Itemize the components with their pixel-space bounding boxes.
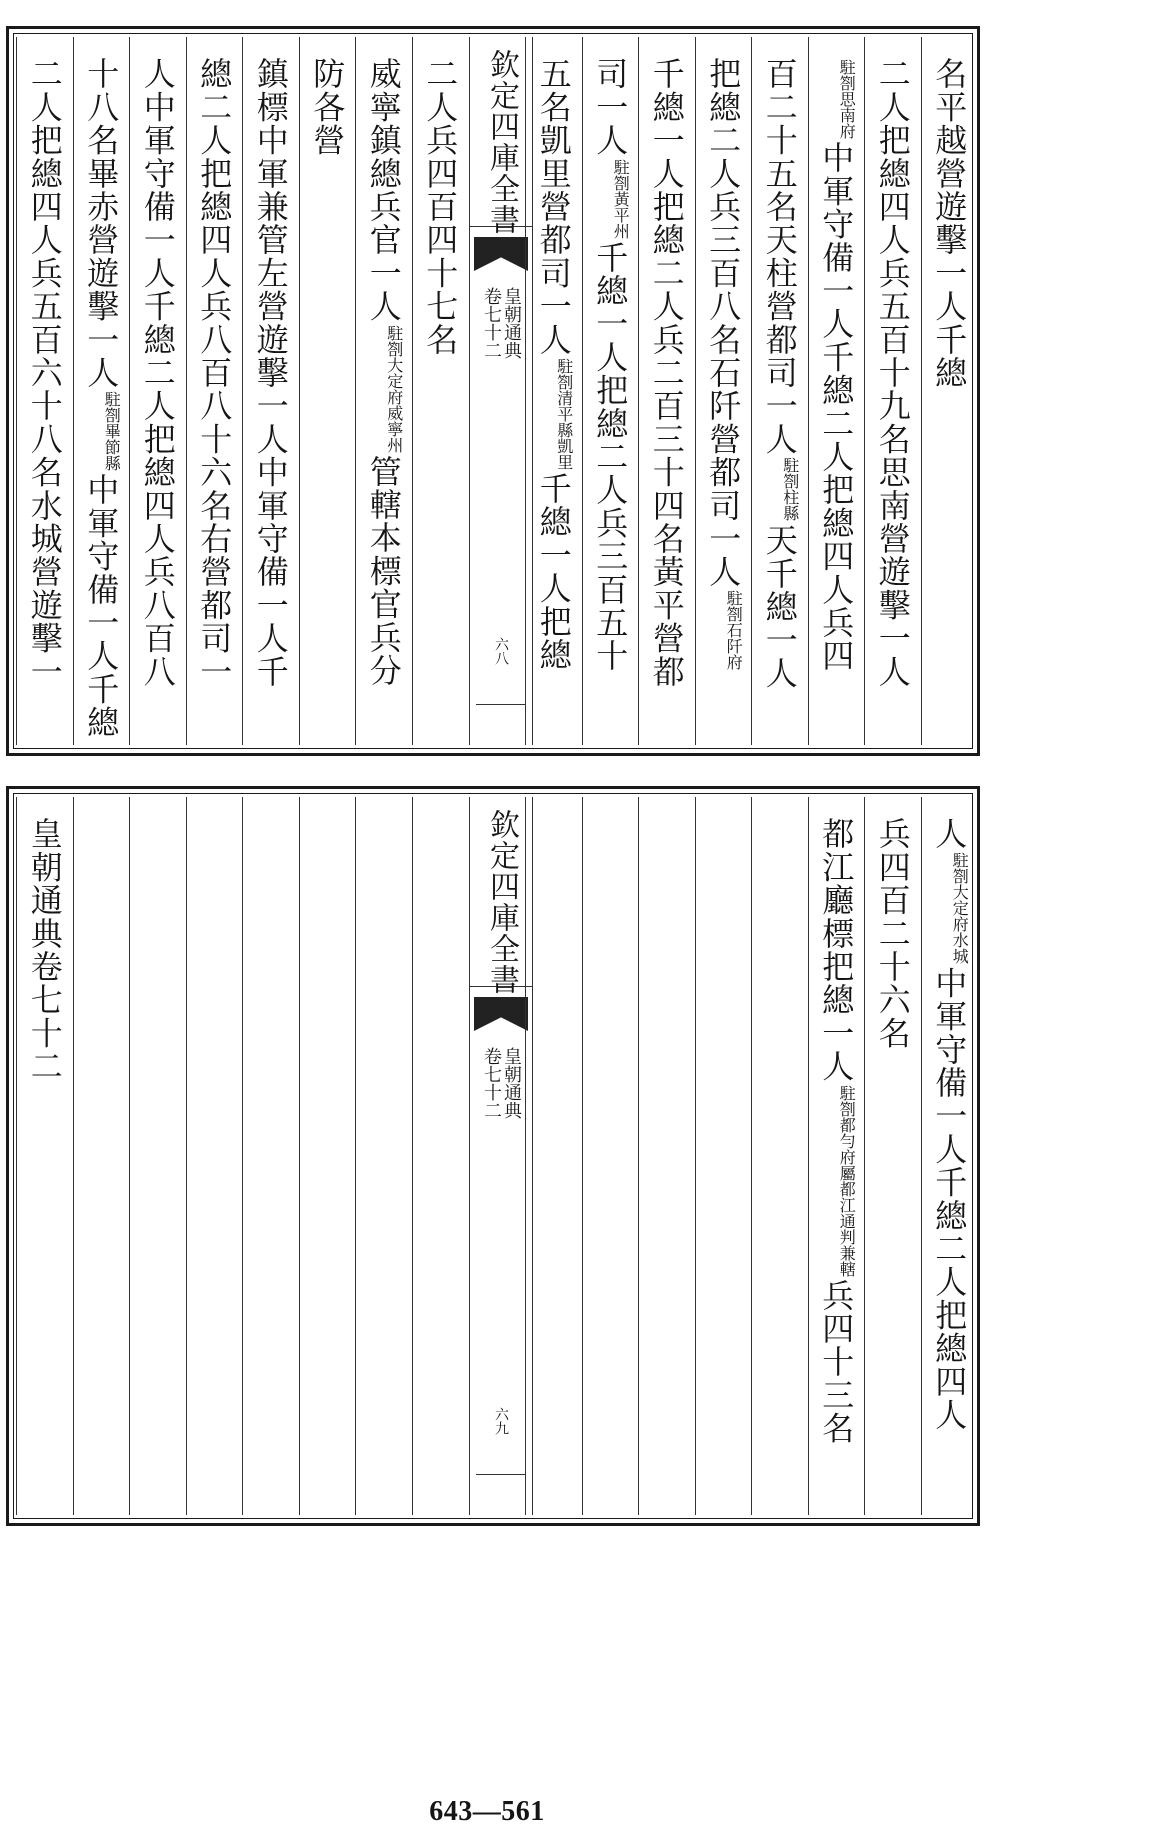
column-text	[816, 57, 856, 672]
main-text: 中軍守備一人千總二人把總四人兵四	[817, 141, 856, 673]
note-line: 縣凱里	[554, 421, 574, 470]
note-line: 府水城	[950, 916, 970, 965]
column-text	[534, 57, 574, 671]
note-line: 駐劄畢	[102, 391, 122, 439]
note-line: 府威寧州	[384, 388, 404, 453]
column-text	[364, 57, 404, 687]
main-text: 防各營	[308, 57, 347, 157]
fish-tail-mark	[474, 997, 528, 1031]
text-column	[638, 797, 695, 1515]
note-line: 駐劄	[780, 457, 800, 490]
column-text	[760, 57, 800, 689]
main-text: 皇朝通典卷七十二	[25, 817, 64, 1083]
text-column	[808, 37, 865, 745]
text-column	[695, 37, 752, 745]
main-text: 千總一人把總二人兵三百五十	[591, 240, 630, 673]
note-line: 阡府	[724, 638, 744, 671]
text-column	[242, 37, 299, 745]
note-line: 駐劄都勻府屬	[837, 1084, 857, 1181]
text-column	[864, 37, 921, 745]
main-text: 兵四十三名	[817, 1278, 856, 1445]
text-column	[864, 797, 921, 1515]
text-column	[412, 37, 469, 745]
text-column	[73, 37, 130, 745]
text-column	[16, 37, 73, 745]
note-line: 駐劄大定	[950, 852, 970, 917]
text-column	[582, 37, 639, 745]
margin-book-name: 皇朝通典	[501, 1047, 522, 1119]
text-column	[299, 797, 356, 1515]
center-margin-column	[469, 37, 533, 745]
text-column	[921, 37, 978, 745]
interlinear-note	[555, 358, 574, 470]
column-text	[647, 57, 687, 688]
main-text: 二人把總四人兵五百十九名思南營遊擊一人	[873, 57, 912, 688]
note-line: 柱縣	[780, 489, 800, 522]
main-text: 二人把總四人兵五百六十八名水城營遊擊一	[25, 57, 64, 688]
interlinear-note	[950, 852, 969, 964]
column-text	[590, 57, 630, 672]
main-text: 兵四百二十六名	[873, 817, 912, 1050]
text-column	[242, 797, 299, 1515]
text-column	[186, 37, 243, 745]
column-text	[25, 817, 65, 1083]
main-text: 威寧鎮總兵官一人	[364, 57, 403, 323]
main-text: 管轄本標官兵分	[364, 454, 403, 688]
note-line: 駐劄石	[724, 590, 744, 639]
library-title: 欽定四庫全書	[484, 809, 519, 995]
text-column	[299, 37, 356, 745]
main-text: 十八名畢赤營遊擊一人	[82, 57, 121, 389]
note-line: 駐劄大定	[384, 324, 404, 389]
folio-rule	[476, 1474, 526, 1475]
text-column	[355, 797, 412, 1515]
column-text	[873, 57, 913, 688]
library-title-box	[470, 41, 532, 235]
main-text: 人中軍守備一人千總二人把總四人兵八百八	[138, 57, 177, 688]
note-line: 南府	[837, 107, 857, 139]
interlinear-note	[781, 457, 800, 521]
folio-number: 六九	[493, 1407, 509, 1435]
main-text: 總二人把總四人兵八百八十六名右營都司一	[195, 57, 234, 688]
text-column	[129, 797, 186, 1515]
column-text	[703, 57, 743, 672]
column-text	[25, 57, 65, 688]
text-column	[412, 797, 469, 1515]
note-line: 都江通判兼轄	[837, 1180, 857, 1277]
main-text: 人	[930, 817, 969, 851]
column-text	[307, 57, 347, 157]
text-column	[129, 37, 186, 745]
margin-book-name: 皇朝通典	[501, 287, 522, 359]
note-line: 平州	[611, 206, 631, 239]
text-column	[525, 797, 582, 1515]
column-text	[81, 57, 121, 739]
main-text: 百二十五名天柱營都司一人	[760, 57, 799, 456]
interlinear-note	[724, 590, 743, 670]
main-text: 鎮標中軍兼管左營遊擊一人中軍守備一人千	[251, 57, 290, 688]
column-text	[929, 57, 969, 389]
note-line: 節縣	[102, 439, 122, 471]
text-column	[525, 37, 582, 745]
folio-number: 六八	[493, 637, 509, 665]
center-margin-column	[469, 797, 533, 1515]
main-text: 把總二人兵三百八名石阡營都司一人	[704, 57, 743, 589]
page-number: 643—561	[429, 1796, 545, 1827]
column-text	[194, 57, 234, 688]
text-column	[186, 797, 243, 1515]
interlinear-note	[102, 391, 121, 471]
margin-book-title	[481, 1047, 521, 1119]
note-line: 駐劄清平	[554, 357, 574, 422]
text-column	[695, 797, 752, 1515]
column-text	[420, 57, 460, 356]
text-column	[751, 797, 808, 1515]
main-text: 五名凱里營都司一人	[534, 57, 573, 356]
library-title-box	[470, 801, 532, 995]
fish-tail-mark	[474, 237, 528, 271]
margin-chapter: 卷七十二	[481, 1047, 502, 1119]
interlinear-note	[837, 1085, 856, 1277]
text-column	[638, 37, 695, 745]
folio-rule	[476, 704, 526, 705]
main-text: 司一人	[591, 57, 630, 157]
text-column	[16, 797, 73, 1515]
main-text: 千總一人把總	[534, 471, 573, 672]
main-text: 二人兵四百四十七名	[421, 57, 460, 356]
column-text	[251, 57, 291, 688]
interlinear-note	[837, 59, 856, 139]
top-page-panel	[6, 26, 980, 756]
interlinear-note	[385, 325, 404, 453]
main-text: 天千總一人	[760, 523, 799, 690]
bottom-page-panel	[6, 786, 980, 1526]
margin-book-title	[481, 287, 521, 359]
main-text: 都江廳標把總一人	[817, 817, 856, 1083]
library-title: 欽定四庫全書	[484, 49, 519, 235]
text-column	[751, 37, 808, 745]
text-column	[921, 797, 978, 1515]
note-line: 駐劄思	[837, 59, 857, 107]
column-text	[873, 817, 913, 1049]
main-text: 名平越營遊擊一人千總	[930, 57, 969, 389]
text-column	[355, 37, 412, 745]
text-column	[582, 797, 639, 1515]
note-line: 駐劄黃	[611, 158, 631, 207]
text-column	[808, 797, 865, 1515]
column-text	[138, 57, 178, 688]
main-text: 中軍守備一人千總	[82, 473, 121, 739]
interlinear-note	[611, 159, 630, 239]
column-text	[816, 817, 856, 1445]
main-text: 千總一人把總二人兵二百三十四名黃平營都	[647, 57, 686, 688]
main-text: 中軍守備一人千總二人把總四人	[930, 966, 969, 1432]
text-column	[73, 797, 130, 1515]
margin-chapter: 卷七十二	[481, 287, 502, 359]
column-text	[929, 817, 969, 1431]
